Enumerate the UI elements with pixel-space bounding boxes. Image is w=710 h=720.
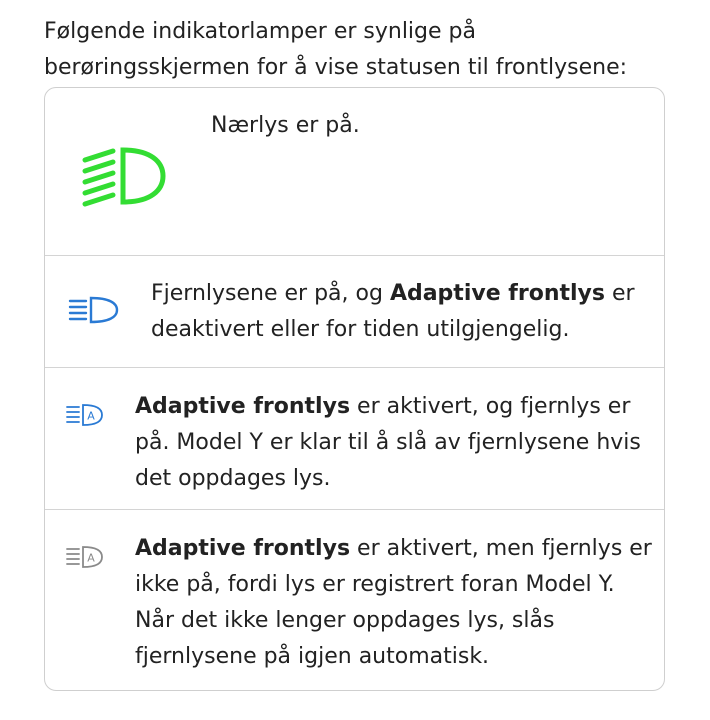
table-row	[45, 256, 664, 368]
row-text	[135, 389, 655, 497]
intro-text: Følgende indikatorlamper er synlige på berøringsskjermen for å vise statusen til frontlysene:	[44, 19, 628, 80]
row-text-post: er deaktivert eller for tiden utilgjengelig.	[151, 281, 635, 342]
table-row	[45, 368, 664, 510]
high-beam-icon	[67, 295, 121, 325]
adaptive-high-beam-active-icon	[65, 402, 105, 428]
indicator-table	[44, 87, 665, 691]
svg-text:A: A	[87, 551, 95, 565]
row-text	[151, 276, 651, 348]
row-text	[135, 531, 655, 675]
table-row	[45, 88, 664, 256]
row-text: Nærlys er på.	[211, 113, 360, 138]
svg-text:A: A	[87, 409, 95, 423]
row-text-bold: Adaptive frontlys	[135, 394, 351, 419]
row-text-bold: Adaptive frontlys	[389, 281, 605, 306]
row-text-post: er aktivert, men fjernlys er ikke på, fordi lys er registrert foran Model Y. Når det ikke lenger oppdages lys, slås fjernlysene på igjen automatisk.	[135, 536, 652, 669]
row-text-bold: Adaptive frontlys	[135, 536, 351, 561]
row-text-post: er aktivert, og fjernlys er på. Model Y er klar til å slå av fjernlysene hvis det oppdages lys.	[135, 394, 641, 491]
adaptive-high-beam-standby-icon	[65, 544, 105, 570]
table-row	[45, 510, 664, 691]
low-beam-icon	[79, 140, 169, 210]
row-text-pre: Fjernlysene er på, og	[151, 281, 390, 306]
